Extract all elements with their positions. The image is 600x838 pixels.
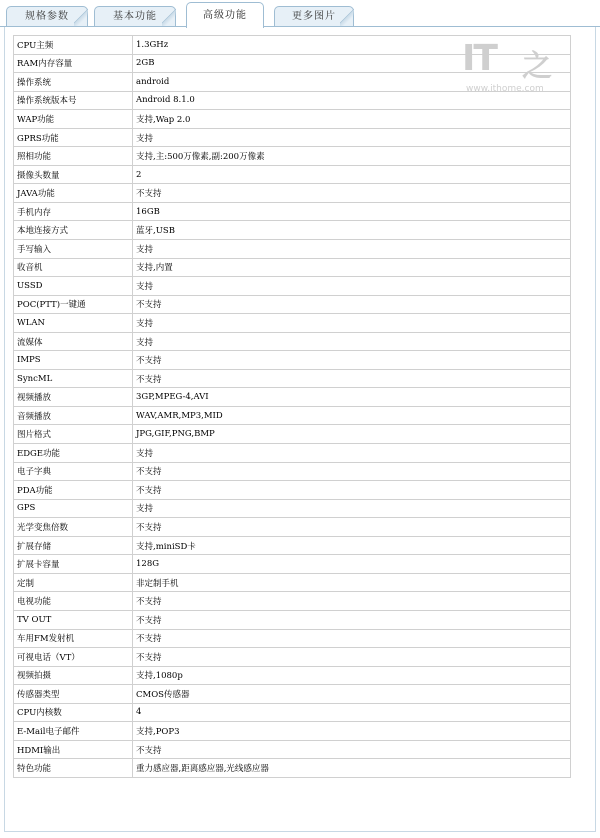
tab-basic-functions-label: 基本功能 xyxy=(113,11,157,22)
spec-value: CMOS传感器 xyxy=(133,685,571,704)
spec-row xyxy=(14,462,571,481)
spec-key: 本地连接方式 xyxy=(14,221,133,240)
spec-value: 蓝牙,USB xyxy=(133,221,571,240)
spec-key: 特色功能 xyxy=(14,759,133,778)
spec-row xyxy=(14,406,571,425)
spec-row xyxy=(14,481,571,500)
spec-row xyxy=(14,573,571,592)
spec-key: POC(PTT)一键通 xyxy=(14,295,133,314)
spec-row xyxy=(14,202,571,221)
tab-corner-decoration xyxy=(162,6,176,26)
spec-row xyxy=(14,555,571,574)
spec-key: 操作系统版本号 xyxy=(14,91,133,110)
spec-value: 支持,POP3 xyxy=(133,722,571,741)
spec-key: PDA功能 xyxy=(14,481,133,500)
spec-row xyxy=(14,184,571,203)
spec-value: 不支持 xyxy=(133,648,571,667)
spec-key: 电子字典 xyxy=(14,462,133,481)
spec-row xyxy=(14,740,571,759)
spec-row xyxy=(14,165,571,184)
spec-row xyxy=(14,295,571,314)
spec-row xyxy=(14,221,571,240)
spec-key: 视频拍摄 xyxy=(14,666,133,685)
spec-table xyxy=(13,35,571,778)
spec-value: 不支持 xyxy=(133,610,571,629)
ithome-watermark xyxy=(460,38,560,98)
spec-key: EDGE功能 xyxy=(14,444,133,463)
spec-key: IMPS xyxy=(14,351,133,370)
spec-value: JPG,GIF,PNG,BMP xyxy=(133,425,571,444)
spec-key: 电视功能 xyxy=(14,592,133,611)
spec-row xyxy=(14,666,571,685)
spec-key: 扩展存储 xyxy=(14,536,133,555)
spec-value: 不支持 xyxy=(133,592,571,611)
spec-row xyxy=(14,128,571,147)
spec-value: 重力感应器,距离感应器,光线感应器 xyxy=(133,759,571,778)
spec-value: 支持 xyxy=(133,128,571,147)
tab-more-images-label: 更多图片 xyxy=(292,11,336,22)
spec-value: 不支持 xyxy=(133,369,571,388)
spec-row xyxy=(14,685,571,704)
spec-value: 2GB xyxy=(133,54,571,73)
tab-advanced-functions[interactable] xyxy=(186,2,264,28)
tab-corner-decoration xyxy=(340,6,354,26)
spec-row xyxy=(14,388,571,407)
spec-key: 视频播放 xyxy=(14,388,133,407)
spec-key: CPU主频 xyxy=(14,36,133,55)
spec-value: 不支持 xyxy=(133,518,571,537)
watermark-logo-it: IT xyxy=(462,38,496,79)
spec-key: 操作系统 xyxy=(14,73,133,92)
spec-row xyxy=(14,759,571,778)
spec-key: 定制 xyxy=(14,573,133,592)
spec-value: 支持,miniSD卡 xyxy=(133,536,571,555)
spec-key: GPRS功能 xyxy=(14,128,133,147)
tab-specs-label: 规格参数 xyxy=(25,11,69,22)
spec-row xyxy=(14,536,571,555)
spec-value: 支持,主:500万像素,副:200万像素 xyxy=(133,147,571,166)
spec-key: 手机内存 xyxy=(14,202,133,221)
spec-row xyxy=(14,592,571,611)
spec-row xyxy=(14,499,571,518)
spec-key: WAP功能 xyxy=(14,110,133,129)
spec-value: 支持 xyxy=(133,499,571,518)
spec-key: RAM内存容量 xyxy=(14,54,133,73)
spec-value: 16GB xyxy=(133,202,571,221)
spec-key: 收音机 xyxy=(14,258,133,277)
tab-bar xyxy=(0,0,600,28)
spec-value: 2 xyxy=(133,165,571,184)
spec-row xyxy=(14,258,571,277)
spec-row xyxy=(14,110,571,129)
tab-advanced-functions-label: 高级功能 xyxy=(203,10,247,21)
spec-row xyxy=(14,332,571,351)
spec-row xyxy=(14,518,571,537)
tab-corner-decoration xyxy=(74,6,88,26)
spec-row xyxy=(14,648,571,667)
spec-key: 光学变焦倍数 xyxy=(14,518,133,537)
spec-key: 摄像头数量 xyxy=(14,165,133,184)
spec-row xyxy=(14,369,571,388)
spec-key: 照相功能 xyxy=(14,147,133,166)
spec-key: 车用FM发射机 xyxy=(14,629,133,648)
spec-value: 不支持 xyxy=(133,351,571,370)
tab-specs[interactable] xyxy=(6,6,88,26)
spec-row xyxy=(14,629,571,648)
spec-key: 手写输入 xyxy=(14,240,133,259)
spec-row xyxy=(14,722,571,741)
spec-key: E-Mail电子邮件 xyxy=(14,722,133,741)
spec-key: JAVA功能 xyxy=(14,184,133,203)
spec-value: WAV,AMR,MP3,MID xyxy=(133,406,571,425)
spec-key: 图片格式 xyxy=(14,425,133,444)
spec-value: 支持 xyxy=(133,444,571,463)
tab-basic-functions[interactable] xyxy=(94,6,176,26)
spec-value: 不支持 xyxy=(133,740,571,759)
spec-row xyxy=(14,351,571,370)
spec-value: 支持,1080p xyxy=(133,666,571,685)
spec-value: 不支持 xyxy=(133,184,571,203)
spec-value: 1.3GHz xyxy=(133,36,571,55)
spec-value: 支持,Wap 2.0 xyxy=(133,110,571,129)
spec-value: 128G xyxy=(133,555,571,574)
spec-value: 支持 xyxy=(133,332,571,351)
tab-more-images[interactable] xyxy=(274,6,354,26)
spec-value: 不支持 xyxy=(133,481,571,500)
spec-row xyxy=(14,610,571,629)
spec-value: 不支持 xyxy=(133,295,571,314)
spec-value: 4 xyxy=(133,703,571,722)
spec-value: 支持 xyxy=(133,314,571,333)
spec-value: 3GP,MPEG-4,AVI xyxy=(133,388,571,407)
spec-key: 可视电话（VT） xyxy=(14,648,133,667)
spec-row xyxy=(14,277,571,296)
spec-value: android xyxy=(133,73,571,92)
watermark-url: www.ithome.com xyxy=(466,84,544,94)
spec-key: SyncML xyxy=(14,369,133,388)
spec-value: 不支持 xyxy=(133,462,571,481)
spec-key: WLAN xyxy=(14,314,133,333)
spec-row xyxy=(14,425,571,444)
spec-key: GPS xyxy=(14,499,133,518)
spec-key: HDMI输出 xyxy=(14,740,133,759)
spec-value: 不支持 xyxy=(133,629,571,648)
spec-key: USSD xyxy=(14,277,133,296)
spec-key: 音频播放 xyxy=(14,406,133,425)
spec-key: CPU内核数 xyxy=(14,703,133,722)
spec-row xyxy=(14,314,571,333)
spec-row xyxy=(14,240,571,259)
watermark-logo-glyph: 之 xyxy=(522,49,552,84)
spec-row xyxy=(14,147,571,166)
spec-row xyxy=(14,703,571,722)
spec-value: 支持 xyxy=(133,240,571,259)
spec-row xyxy=(14,444,571,463)
spec-key: TV OUT xyxy=(14,610,133,629)
spec-value: 支持,内置 xyxy=(133,258,571,277)
spec-value: Android 8.1.0 xyxy=(133,91,571,110)
spec-key: 流媒体 xyxy=(14,332,133,351)
spec-value: 支持 xyxy=(133,277,571,296)
spec-key: 传感器类型 xyxy=(14,685,133,704)
spec-value: 非定制手机 xyxy=(133,573,571,592)
spec-key: 扩展卡容量 xyxy=(14,555,133,574)
